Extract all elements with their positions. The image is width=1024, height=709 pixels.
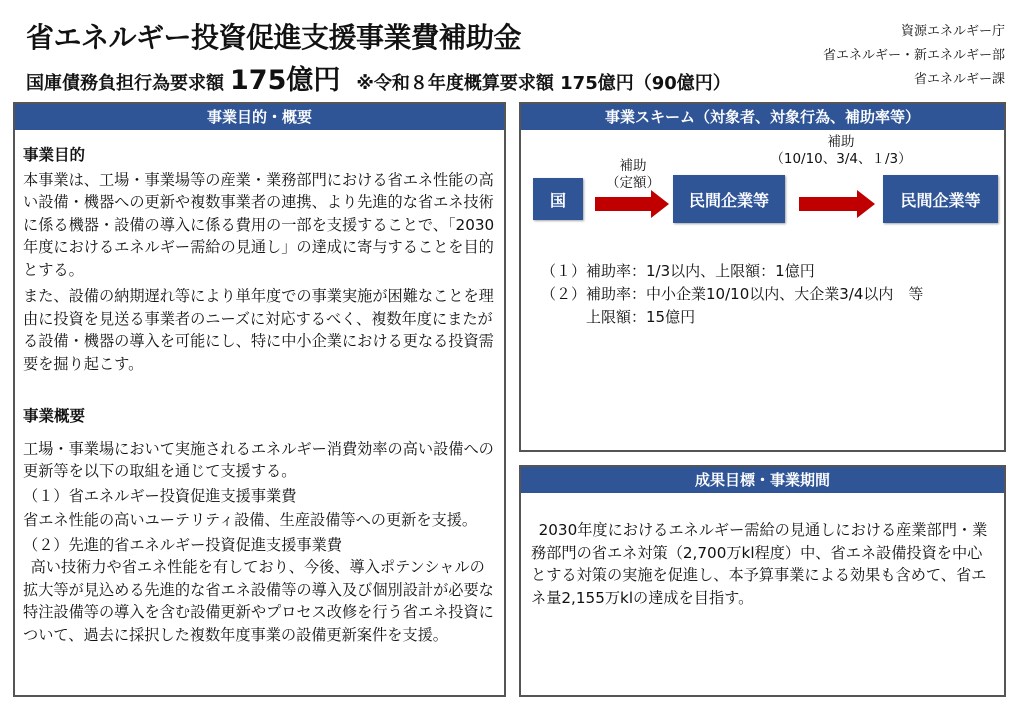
arrow1-label-line1: 補助 <box>619 158 647 174</box>
rate-row-3 <box>541 306 923 329</box>
rate-row-2 <box>541 283 923 306</box>
overview-item-2-title: （２）先進的省エネルギー投資促進支援事業費 <box>23 535 342 554</box>
arrow2-label-line2: （10/10、3/4、１/3） <box>770 151 912 167</box>
org-agency: 資源エネルギー庁 <box>900 24 1005 39</box>
rate-text: 上限額：15億円 <box>586 308 696 326</box>
rate-text: 補助率：1/3以内、上限額：1億円 <box>586 262 815 280</box>
purpose-heading: 事業目的 <box>23 146 86 164</box>
rate-num: （２） <box>541 285 587 303</box>
node-government: 国 <box>533 178 583 220</box>
goal-text: 2030年度におけるエネルギー需給の見通しにおける産業部門・業務部門の省エネ対策（2,700万kl程度）中、省エネ設備投資を中心とする対策の実施を促進し、本予算事業による効果も含めて、省エネ量2,155万klの達成を目指す。 <box>531 521 988 607</box>
purpose-overview-panel <box>13 102 506 697</box>
subsidy-rates <box>541 260 923 329</box>
arrow1-label <box>595 158 671 192</box>
rate-text: 補助率：中小企業10/10以内、大企業3/4以内 等 <box>586 285 924 303</box>
node-private-company-1: 民間企業等 <box>673 175 785 223</box>
overview-item-1-title: （１）省エネルギー投資促進支援事業費 <box>23 486 297 505</box>
purpose-paragraph-1: 本事業は、工場・事業場等の産業・業務部門における省エネ性能の高い設備・機器への更新や複数事業者の連携、より先進的な省エネ技術に係る機器・設備の導入に係る費用の一部を支援することで、「2030年度におけるエネルギー需給の見通し」の達成に寄与することを目的とする。 <box>23 170 495 279</box>
arrow-right-icon <box>799 190 877 218</box>
overview-item-1-text: 省エネ性能の高いユーテリティ設備、生産設備等への更新を支援。 <box>23 511 478 529</box>
purpose-paragraph-2: また、設備の納期遅れ等により単年度での事業実施が困難なことを理由に投資を見送る事業者のニーズに対応するべく、複数年度にまたがる設備・機器の導入を可能にし、特に中小企業における更なる投資需要を掘り起こす。 <box>23 287 494 373</box>
rate-num: （１） <box>541 262 587 280</box>
overview-heading: 事業概要 <box>23 407 86 425</box>
scheme-panel <box>519 102 1006 452</box>
org-department: 省エネルギー・新エネルギー部 <box>822 48 1005 63</box>
arrow-right-icon <box>595 190 669 218</box>
budget-note: ※令和８年度概算要求額 175億円（90億円） <box>356 73 731 94</box>
panel-header: 事業目的・概要 <box>15 104 504 130</box>
budget-label: 国庫債務負担行為要求額 <box>26 73 224 94</box>
budget-row <box>26 58 731 97</box>
budget-amount: 175億円 <box>230 65 341 96</box>
arrow1-label-line2: （定額） <box>606 175 660 191</box>
panel-header: 事業スキーム（対象者、対象行為、補助率等） <box>521 104 1004 130</box>
goal-period-panel <box>519 465 1006 697</box>
overview-item-2-text: 高い技術力や省エネ性能を有しており、今後、導入ポテンシャルの拡大等が見込める先進的な省エネ設備等の導入及び個別設計が必要な特注設備等の導入を含む設備更新やプロセス改修を行う省エネ投資について、過去に採択した複数年度事業の設備更新案件を支援。 <box>23 558 494 644</box>
arrow2-label-line1: 補助 <box>827 134 855 150</box>
arrow2-label <box>741 134 941 168</box>
page-title: 省エネルギー投資促進支援事業費補助金 <box>26 21 522 54</box>
rate-row-1 <box>541 260 923 283</box>
org-division: 省エネルギー課 <box>913 72 1005 87</box>
overview-intro: 工場・事業場において実施されるエネルギー消費効率の高い設備への更新等を以下の取組を通じて支援する。 <box>23 439 494 480</box>
node-private-company-2: 民間企業等 <box>883 175 998 223</box>
panel-header: 成果目標・事業期間 <box>521 467 1004 493</box>
